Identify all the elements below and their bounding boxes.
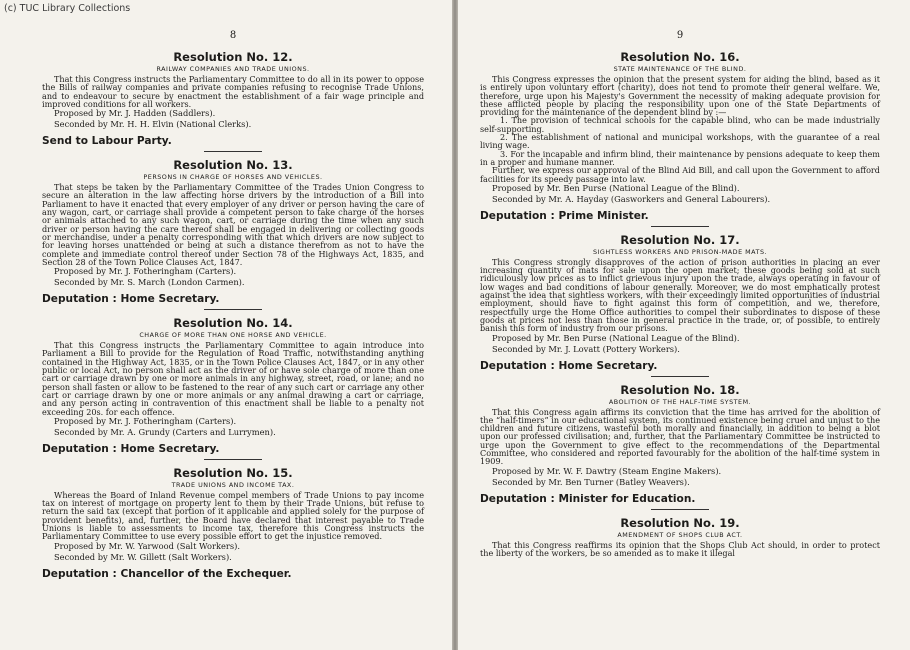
section-divider — [651, 376, 709, 377]
resolution-title: Resolution No. 13. — [173, 158, 293, 173]
resolution-block — [42, 50, 424, 152]
proposed-by: Proposed by Mr. J. Fotheringham (Carters). — [54, 266, 237, 277]
resolution-block — [480, 383, 880, 510]
proposed-by: Proposed by Mr. W. F. Dawtry (Steam Engine Makers). — [492, 465, 722, 476]
resolution-subtitle: TRADE UNIONS AND INCOME TAX. — [171, 480, 295, 489]
collection-watermark: (c) TUC Library Collections — [4, 3, 131, 14]
resolution-block — [42, 316, 424, 460]
resolution-closing: Further, we express our approval of the Blind Aid Bill, and call upon the Government to afford facilities for its speedy passage into law. — [480, 165, 880, 184]
proposed-by: Proposed by Mr. W. Yarwood (Salt Workers). — [54, 540, 241, 551]
section-divider — [651, 226, 709, 227]
page-number: 8 — [229, 30, 237, 41]
resolution-subtitle: SIGHTLESS WORKERS AND PRISON-MADE MATS. — [592, 247, 768, 256]
resolution-title: Resolution No. 19. — [620, 515, 740, 530]
proposed-by: Proposed by Mr. J. Fotheringham (Carters). — [54, 415, 237, 426]
resolution-title: Resolution No. 17. — [620, 232, 740, 247]
resolution-list-item: 3. For the incapable and infirm blind, their maintenance by pensions adequate to keep them in a proper and humane manner. — [480, 148, 880, 167]
resolution-subtitle: RAILWAY COMPANIES AND TRADE UNIONS. — [156, 65, 310, 73]
resolution-subtitle: CHARGE OF MORE THAN ONE HORSE AND VEHICLE. — [139, 331, 327, 340]
resolution-paragraph: That steps be taken by the Parliamentary Committee of the Trades Union Congress to secure an alteration in the law affecting horse drivers by the introduction of a Bill into Parliament to have it enacted that every employer of any driver or person having the care of any wagon, cart, or carriage shall provide a competent person to take charge of the horses or animals attached to any such wagon, cart, or carriage during the time when any such driver or person having the care thereof shall be engaged in delivering or collecting goods or merchandise, under a penalty corresponding with that which drivers are now subject to for leaving horses unattended or being at such a distance therefrom as not to have the complete and immediate control thereof under Section 78 of the Highways Act, 1835, and Section 28 of the Town Police Clauses Act, 1847. — [42, 182, 424, 267]
resolution-paragraph: That this Congress again affirms its conviction that the time has arrived for the abolition of the “half-timers” in our educational system, its continued existence being cruel and unjust to the children and future citizens, wasteful both morally and financially, in addition to being a blot upon our professed civilisation; and, further, that the Parliamentary Committee be instructed to urge upon the Government to give effect to the recommendations of the Departmental Committee, who considered and reported favourably for the abolition of the half-time system in 1909. — [480, 406, 880, 467]
left-page-column — [42, 0, 424, 584]
resolution-paragraph: That this Congress instructs the Parliamentary Committee to do all in its power to oppose the Bills of railway companies and private companies refusing to recognise Trade Unions, and to endeavour to secure by enactment the establishment of a fair wage principle and improved conditions for all workers. — [42, 74, 424, 109]
resolution-list-item: 2. The establishment of national and municipal workshops, with the guarantee of a real living wage. — [480, 132, 880, 151]
section-divider — [204, 309, 262, 310]
seconded-by: Seconded by Mr. Ben Turner (Batley Weavers). — [492, 476, 690, 487]
resolution-subtitle: ABOLITION OF THE HALF-TIME SYSTEM. — [608, 397, 752, 406]
left-page — [0, 0, 452, 650]
proposed-by: Proposed by Mr. J. Hadden (Saddlers). — [54, 108, 216, 119]
resolution-subtitle: STATE MAINTENANCE OF THE BLIND. — [613, 65, 747, 73]
resolution-action: Deputation : Home Secretary. — [480, 359, 658, 372]
section-divider — [204, 459, 262, 460]
resolution-action: Send to Labour Party. — [42, 135, 172, 148]
resolution-title: Resolution No. 14. — [173, 316, 293, 331]
right-page-column — [480, 0, 880, 557]
resolution-title: Resolution No. 12. — [173, 50, 293, 64]
resolution-paragraph: This Congress expresses the opinion that the present system for aiding the blind, based as it is entirely upon voluntary effort (charity), does not tend to promote their general welfare. We, therefore, urge upon his Majesty's Government the necessity of making adequate provision for these afflicted people by placing the responsibility upon one of the State Departments of providing for the maintenance of the dependent blind by :— — [480, 74, 880, 118]
section-divider — [651, 509, 709, 510]
resolution-title: Resolution No. 18. — [620, 382, 740, 397]
resolution-paragraph: That this Congress instructs the Parliamentary Committee to again introduce into Parliament a Bill to provide for the Regulation of Road Traffic, notwithstanding anything contained in the Highway Act, 1835, or in the Town Police Clauses Act, 1847, or in any other public or local Act, no person shall act as the driver of or have sole charge of more than one cart or carriage drawn by one or more animals in any highway, street, road, or lane; and no person shall fasten or allow to be fastened to the rear of any such cart or carriage any other cart or carriage drawn by one or more animals or any animal drawing a cart or carriage, and any person acting in contravention of this enactment shall be liable to a penalty not exceeding 20s. for each offence. — [42, 340, 424, 417]
resolution-action: Deputation : Chancellor of the Exchequer. — [42, 567, 292, 580]
seconded-by: Seconded by Mr. S. March (London Carmen). — [54, 277, 245, 288]
page-number: 9 — [676, 30, 684, 41]
resolution-block — [480, 50, 880, 227]
resolution-action: Deputation : Home Secretary. — [42, 442, 220, 455]
resolution-title: Resolution No. 16. — [620, 50, 740, 64]
resolution-list-item: 1. The provision of technical schools for the capable blind, who can be made industrially self-supporting. — [480, 115, 880, 134]
seconded-by: Seconded by Mr. H. H. Elvin (National Clerks). — [54, 119, 252, 130]
resolution-subtitle: PERSONS IN CHARGE OF HORSES AND VEHICLES. — [143, 173, 323, 182]
seconded-by: Seconded by Mr. W. Gillett (Salt Workers). — [54, 551, 232, 562]
proposed-by: Proposed by Mr. Ben Purse (National League of the Blind). — [492, 182, 740, 193]
resolution-title: Resolution No. 15. — [173, 465, 293, 480]
resolution-action: Deputation : Prime Minister. — [480, 209, 649, 222]
section-divider — [204, 151, 262, 152]
resolution-subtitle: AMENDMENT OF SHOPS CLUB ACT. — [617, 530, 743, 539]
seconded-by: Seconded by Mr. J. Lovatt (Pottery Workers). — [492, 343, 680, 354]
resolution-paragraph: That this Congress reaffirms its opinion that the Shops Club Act should, in order to protect the liberty of the workers, be so amended as to make it illegal — [480, 539, 880, 558]
resolution-paragraph: Whereas the Board of Inland Revenue compel members of Trade Unions to pay income tax on interest of mortgage on property lent to them by their Trade Unions, but refuse to return the said tax (except that portion of it applicable and applied solely for the purpose of provident benefits), and, further, the Board have declared that interest payable to Trade Unions is liable to assessments to income tax, therefore this Congress instructs the Parliamentary Committee to use every possible effort to get the injustice removed. — [42, 489, 424, 542]
resolution-paragraph: This Congress strongly disapproves of the action of prison authorities in placing an ever increasing quantity of mats for sale upon the open market; these goods being sold at such ridiculously low prices as to inflict grievous injury upon the trade, always operating in favour of low wages and bad conditions of labour generally. Moreover, we do most emphatically protest against the idea that sightless workers, with their exceedingly limited opportunities of industrial employment, should have to fight against this form of competition, and we, therefore, respectfully urge the Home Office authorities to compel their subordinates to dispose of these goods at prices not less than those in general practice in the trade, or, of possible, to entirely banish this form of industry from our prisons. — [480, 256, 880, 334]
resolution-action: Deputation : Home Secretary. — [42, 293, 220, 306]
seconded-by: Seconded by Mr. A. Hayday (Gasworkers and General Labourers). — [492, 193, 771, 204]
right-page — [458, 0, 910, 650]
resolution-action: Deputation : Minister for Education. — [480, 492, 696, 505]
resolution-block — [42, 158, 424, 310]
resolution-block — [480, 233, 880, 377]
resolution-block — [480, 516, 880, 558]
seconded-by: Seconded by Mr. A. Grundy (Carters and Lurrymen). — [54, 426, 276, 437]
resolution-block — [42, 466, 424, 580]
proposed-by: Proposed by Mr. Ben Purse (National League of the Blind). — [492, 332, 740, 343]
